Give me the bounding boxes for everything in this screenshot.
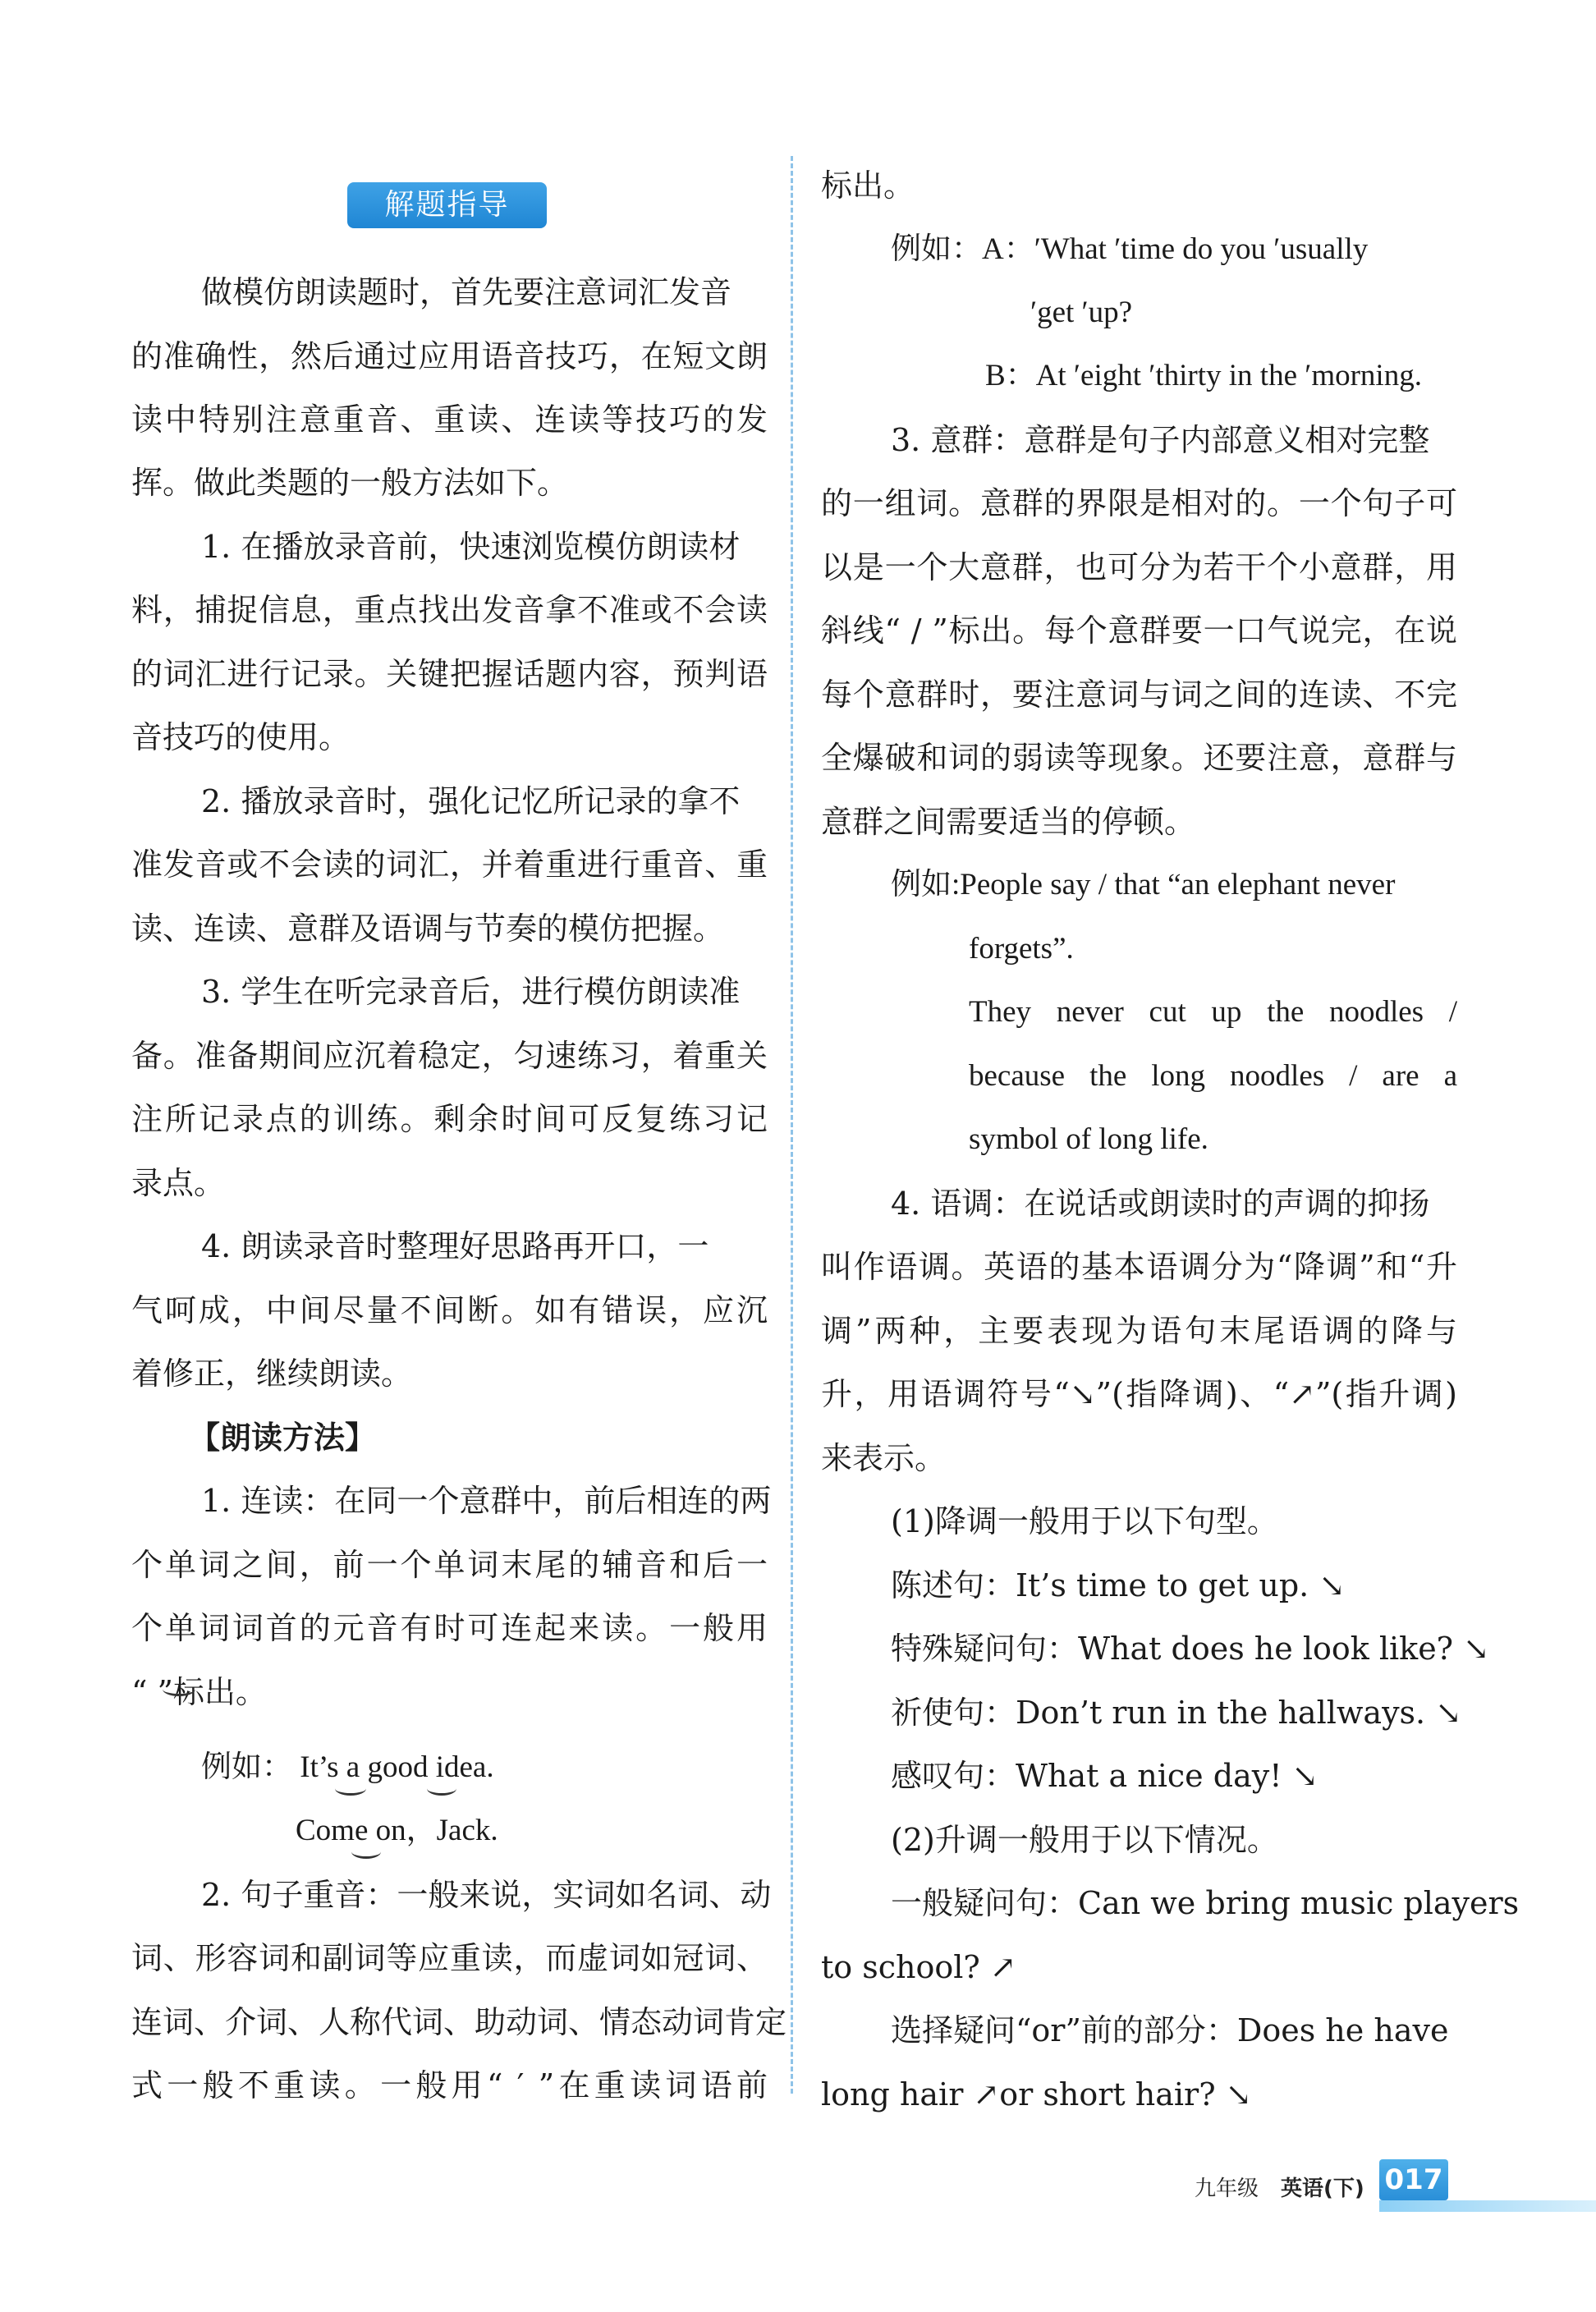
text-line: (1)降调一般用于以下句型。 [891, 1503, 1278, 1539]
text-line: 1. 连读：在同一个意群中，前后相连的两 [201, 1483, 772, 1519]
text-line: 3. 学生在听完录音后，进行模仿朗读准 [201, 974, 741, 1010]
text-line: 一般疑问句：Can we bring music players [891, 1885, 1520, 1921]
text-line: 读、连读、意群及语调与节奏的模仿把握。 [131, 911, 725, 947]
text-line: 2. 句子重音：一般来说，实词如名词、动 [201, 1877, 772, 1913]
text-line: 个单词词首的元音有时可连起来读。一般用 [131, 1610, 768, 1646]
text-line: 调”两种，主要表现为语句末尾语调的降与 [821, 1313, 1457, 1349]
text-line: 准发音或不会读的词汇，并着重进行重音、重 [131, 846, 768, 883]
text-line: 做模仿朗读题时，首先要注意词汇发音 [201, 274, 732, 310]
text-line: 连词、介词、人称代词、助动词、情态动词肯定 [131, 2004, 787, 2040]
example-line: 例如： It’s a good idea. [201, 1750, 494, 1784]
text-line: 3. 意群：意群是句子内部意义相对完整 [891, 422, 1430, 458]
text-line: 的词汇进行记录。关键把握话题内容，预判语 [131, 656, 768, 692]
text-line: 料，捕捉信息，重点找出发音拿不准或不会读 [131, 592, 768, 628]
text-line: to school? ↗ [821, 1949, 1016, 1985]
text-line: 1. 在播放录音前，快速浏览模仿朗读材 [201, 529, 741, 565]
footer-grade: 九年级 [1195, 2177, 1259, 2201]
text-line: 来表示。 [821, 1440, 947, 1476]
text-line: “ ”标出。 [131, 1674, 267, 1710]
text-line: 注所记录点的训练。剩余时间可反复练习记 [131, 1101, 768, 1137]
liaison-arc [335, 1782, 366, 1796]
text-line: 4. 朗读录音时整理好思路再开口，一 [201, 1228, 709, 1264]
text-line: 斜线“ / ”标出。每个意群要一口气说完，在说 [821, 612, 1457, 649]
text-line: 祈使句：Don’t run in the hallways. ↘ [891, 1695, 1462, 1731]
text-line: 感叹句：What a nice day! ↘ [891, 1758, 1319, 1794]
text-line: 升，用语调符号“↘”(指降调)、“↗”(指升调) [821, 1376, 1457, 1412]
liaison-arc [163, 1682, 195, 1696]
example-line: symbol of long life. [969, 1122, 1208, 1156]
example-line: B：At ′eight ′thirty in the ′morning. [985, 359, 1422, 392]
text-line: 陈述句：It’s time to get up. ↘ [891, 1567, 1346, 1603]
text-line: 读中特别注意重音、重读、连读等技巧的发 [131, 401, 768, 438]
text-line: 选择疑问“or”前的部分：Does he have [891, 2012, 1449, 2048]
text-line: 标出。 [821, 167, 915, 204]
section-heading-badge: 解题指导 [347, 182, 547, 228]
page-number: 017 [1379, 2159, 1448, 2200]
text-line: 音技巧的使用。 [131, 719, 351, 755]
text-line: 录点。 [131, 1165, 226, 1201]
example-line: 例如：A：′What ′time do you ′usually [891, 232, 1369, 266]
text-line: 个单词之间，前一个单词末尾的辅音和后一 [131, 1547, 768, 1583]
text-line: (2)升调一般用于以下情况。 [891, 1822, 1278, 1858]
text-line: 每个意群时，要注意词与词之间的连读、不完 [821, 677, 1457, 713]
example-line: because the long noodles / are a [969, 1059, 1457, 1093]
text-line: 备。准备期间应沉着稳定，匀速练习，着重关 [131, 1038, 768, 1074]
text-line: 词、形容词和副词等应重读，而虚词如冠词、 [131, 1940, 768, 1976]
text-line: long hair ↗or short hair? ↘ [821, 2076, 1252, 2112]
text-line: 4. 语调：在说话或朗读时的声调的抑扬 [891, 1186, 1430, 1222]
liaison-arc [427, 1782, 456, 1796]
example-line: They never cut up the noodles / [969, 995, 1457, 1029]
footer-accent-bar [1379, 2200, 1596, 2212]
text-line: 气呵成，中间尽量不间断。如有错误，应沉 [131, 1292, 768, 1328]
text-line: 特殊疑问句：What does he look like? ↘ [891, 1631, 1489, 1667]
text-line: 叫作语调。英语的基本语调分为“降调”和“升 [821, 1249, 1457, 1285]
text-line: 全爆破和词的弱读等现象。还要注意，意群与 [821, 740, 1457, 776]
text-line: 的一组词。意群的界限是相对的。一个句子可 [821, 485, 1457, 521]
text-line: 2. 播放录音时，强化记忆所记录的拿不 [201, 783, 741, 819]
text-line: 挥。做此类题的一般方法如下。 [131, 465, 569, 501]
liaison-symbol [156, 1671, 213, 1713]
column-divider [791, 156, 793, 2094]
example-line: 例如:People say / that “an elephant never [891, 868, 1396, 901]
example-line: Come on，Jack. [296, 1814, 498, 1847]
example-line: forgets”. [969, 932, 1074, 966]
text-line: 以是一个大意群，也可分为若干个小意群，用 [821, 549, 1457, 585]
example-line: ′get ′up? [1030, 296, 1133, 329]
text-line: 式一般不重读。一般用“ ′ ”在重读词语前 [131, 2067, 768, 2103]
footer-subject: 英语(下) [1281, 2177, 1364, 2201]
text-line: 的准确性，然后通过应用语音技巧，在短文朗 [131, 338, 768, 374]
text-line: 意群之间需要适当的停顿。 [821, 804, 1196, 840]
text-line: 着修正，继续朗读。 [131, 1356, 413, 1392]
liaison-arc [351, 1845, 381, 1859]
method-subheading: 【朗读方法】 [189, 1420, 377, 1456]
